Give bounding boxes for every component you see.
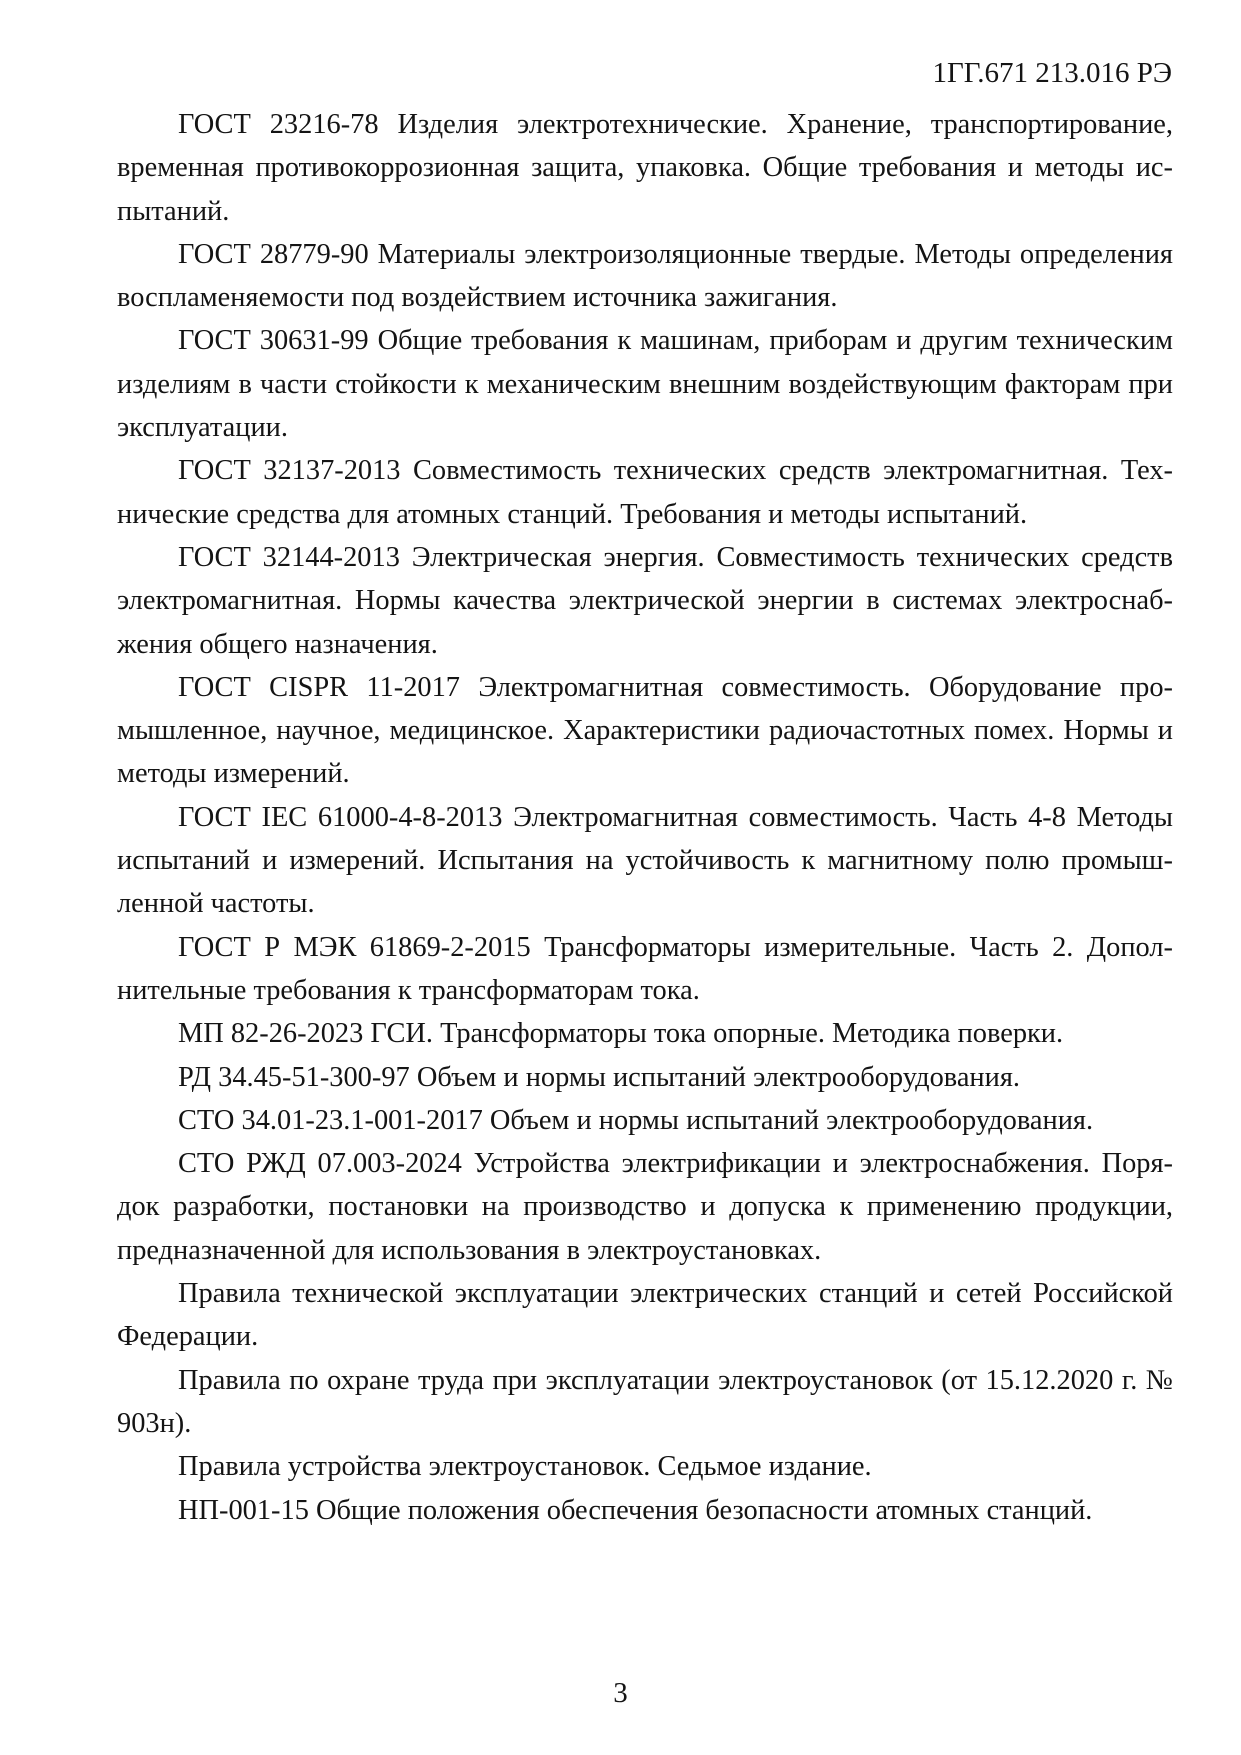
- reference-item: ГОСТ Р МЭК 61869-2-2015 Трансформаторы измерительные. Часть 2. Дополнительные требования к трансформаторам тока.: [117, 931, 1173, 1006]
- reference-item: Правила технической эксплуатации электрических станций и сетей Российской Федерации.: [117, 1278, 1173, 1353]
- reference-item: ГОСТ 32137-2013 Совместимость технических средств электромагнитная. Технические средства для атомных станций. Требования и методы испытаний.: [117, 455, 1173, 530]
- document-code: 1ГГ.671 213.016 РЭ: [932, 57, 1172, 89]
- reference-item: Правила устройства электроустановок. Седьмое издание.: [178, 1451, 872, 1483]
- reference-item: Правила по охране труда при эксплуатации электроустановок (от 15.12.2020 г. № 903н).: [117, 1364, 1173, 1439]
- reference-item: ГОСТ 23216-78 Изделия электротехнические. Хранение, транспортирование, временная противокоррозионная защита, упаковка. Общие требования и методы испытаний.: [117, 109, 1173, 227]
- reference-item: ГОСТ 32144-2013 Электрическая энергия. Совместимость технических средств электромагнитная. Нормы качества электрической энергии в системах электроснабжения общего назначения.: [117, 541, 1173, 660]
- reference-item: ГОСТ 30631-99 Общие требования к машинам, приборам и другим техническим изделиям в части стойкости к механическим внешним воздействующим факторам при эксплуатации.: [117, 325, 1173, 444]
- reference-item: ГОСТ CISPR 11-2017 Электромагнитная совместимость. Оборудование промышленное, научное, медицинское. Характеристики радиочастотных помех. Нормы и методы измерений.: [117, 671, 1173, 790]
- reference-item: МП 82-26-2023 ГСИ. Трансформаторы тока опорные. Методика поверки.: [178, 1018, 1064, 1050]
- reference-item: НП-001-15 Общие положения обеспечения безопасности атомных станций.: [178, 1494, 1093, 1526]
- page-number: 3: [613, 1677, 628, 1709]
- reference-item: СТО 34.01-23.1-001-2017 Объем и нормы испытаний электрооборудования.: [178, 1104, 1094, 1136]
- reference-item: СТО РЖД 07.003-2024 Устройства электрификации и электроснабжения. Порядок разработки, постановки на производство и допуска к применению продукции, предназначенной для использования в электроустановках.: [117, 1148, 1173, 1266]
- reference-item: ГОСТ IEC 61000-4-8-2013 Электромагнитная совместимость. Часть 4-8 Методы испытаний и измерений. Испытания на устойчивость к магнитному полю промышленной частоты.: [117, 801, 1173, 920]
- reference-item: РД 34.45-51-300-97 Объем и нормы испытаний электрооборудования.: [178, 1061, 1020, 1093]
- reference-item: ГОСТ 28779-90 Материалы электроизоляционные твердые. Методы определения воспламеняемости под воздействием источника зажигания.: [117, 238, 1173, 314]
- normative-references-list: [117, 103, 1173, 1532]
